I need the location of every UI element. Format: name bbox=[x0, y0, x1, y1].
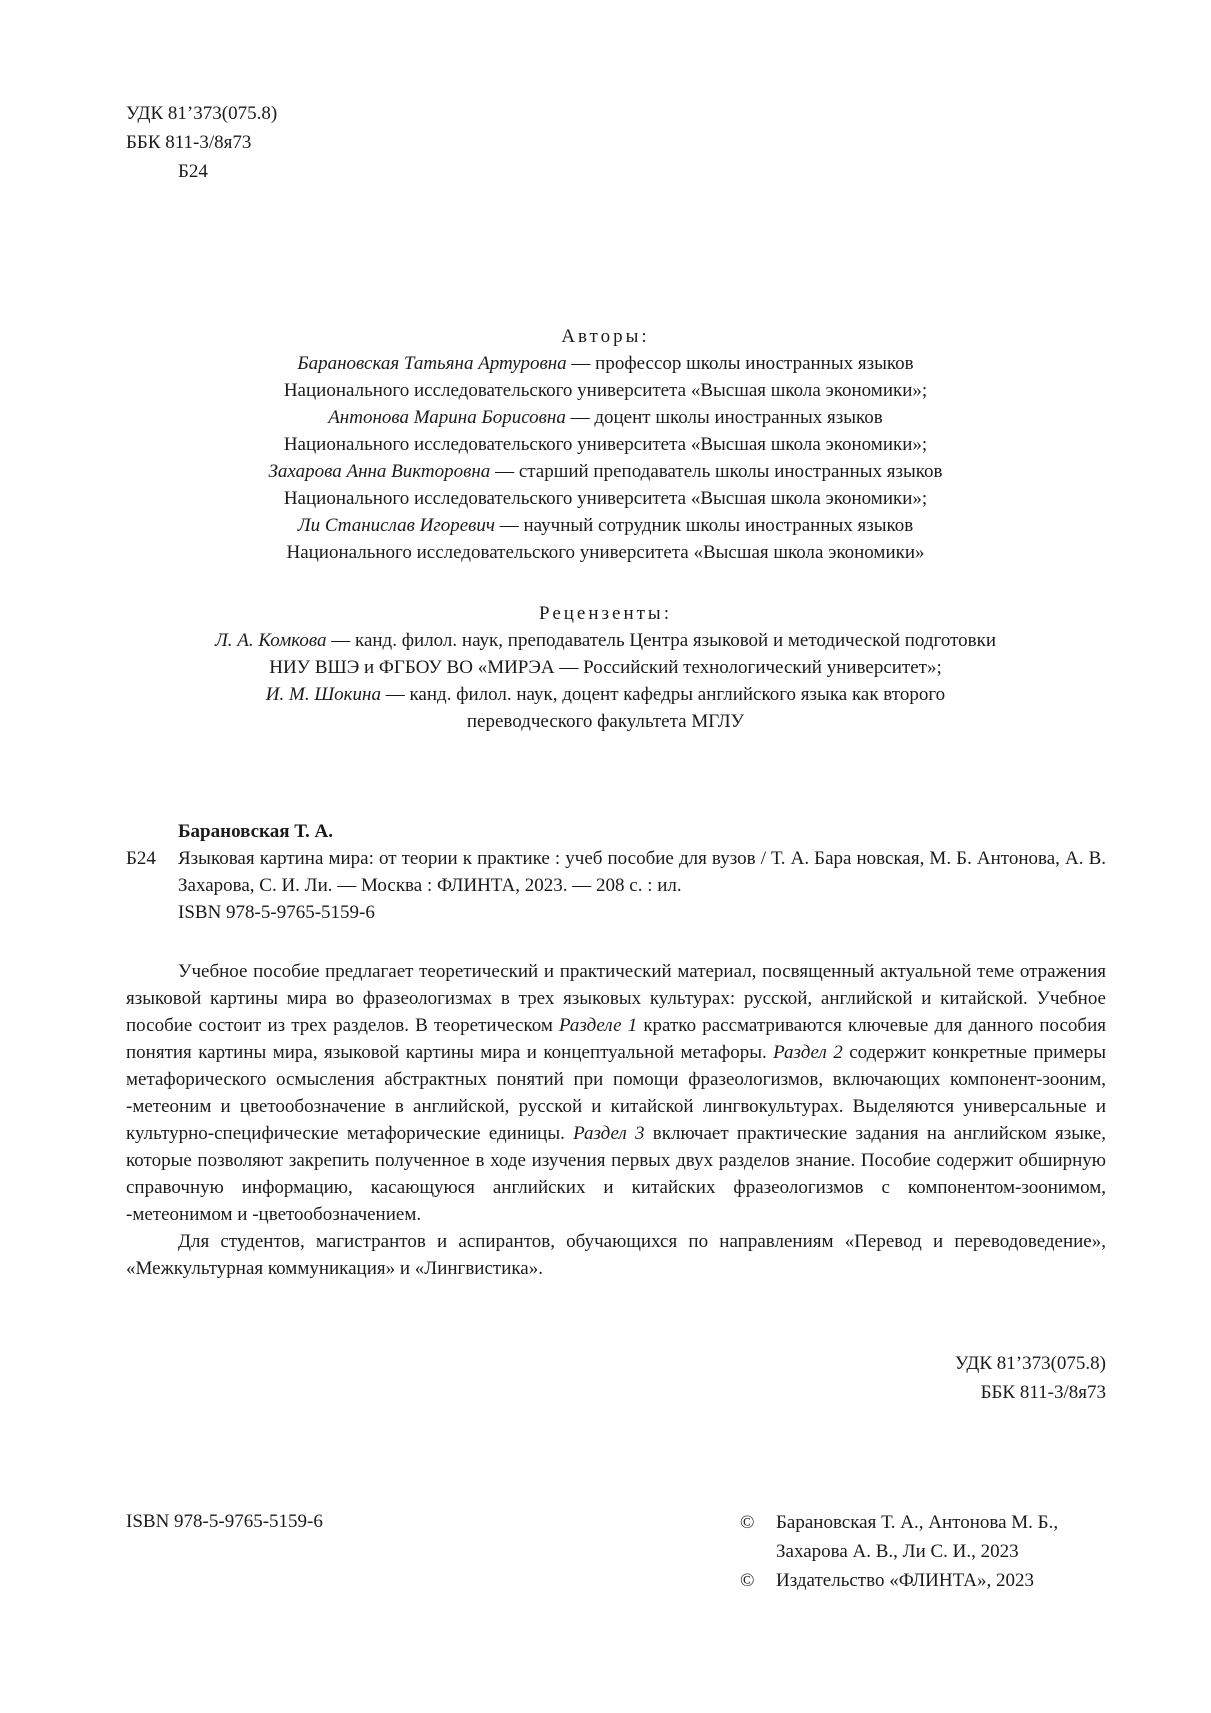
annotation-emphasis: Разделе 1 bbox=[559, 1015, 638, 1036]
copyright-line: Захарова А. В., Ли С. И., 2023 bbox=[776, 1541, 1019, 1562]
annotation-emphasis: Раздел 3 bbox=[573, 1123, 645, 1144]
copyright-publisher bbox=[740, 1566, 1058, 1595]
annotation-emphasis: Раздел 2 bbox=[773, 1042, 843, 1063]
author-line bbox=[0, 350, 1211, 377]
author-role: — старший преподаватель школы иностранных языков bbox=[490, 461, 943, 482]
catalog-author: Барановская Т. А. bbox=[178, 821, 333, 842]
reviewers-section bbox=[0, 600, 1211, 735]
annotation-text: содержит конкретные примеры метафорического осмысления абстрактных понятий при помощи фразеологизмов, включающих компонент-зооним, -метеоним и цветообозначение в английской, русской и китайской лингвокультурах. Выделяются универсальные и культурно-специфические метафорические единицы. bbox=[126, 1042, 1106, 1144]
author-line bbox=[0, 404, 1211, 431]
udk-code: УДК 81’373(075.8) bbox=[126, 103, 278, 124]
catalog-row bbox=[126, 845, 1106, 926]
annotation-text: кратко рассматриваются ключевые для данного пособия понятия картины мира, языковой картины мира и концептуальной метафоры. bbox=[126, 1015, 1106, 1063]
bbk-code: ББК 811-3/8я73 bbox=[126, 132, 252, 153]
reviewer-role: — канд. филол. наук, доцент кафедры английского языка как второго bbox=[380, 684, 946, 705]
reviewers-heading: Рецензенты: bbox=[539, 603, 672, 624]
copyright-icon: © bbox=[740, 1570, 755, 1591]
authors-heading: Авторы: bbox=[561, 326, 650, 347]
author-name: Барановская Татьяна Артуровна bbox=[297, 353, 567, 374]
copyright-block bbox=[740, 1508, 1058, 1595]
catalog-code: Б24 bbox=[126, 848, 156, 869]
reviewer-role: — канд. филол. наук, преподаватель Центра языковой и методической подготовки bbox=[326, 630, 997, 651]
copyright-line: Барановская Т. А., Антонова М. Б., bbox=[776, 1512, 1059, 1533]
isbn: ISBN 978-5-9765-5159-6 bbox=[126, 1511, 323, 1532]
reviewer-affiliation: переводческого факультета МГЛУ bbox=[466, 711, 745, 732]
author-affiliation: Национального исследовательского университета «Высшая школа экономики»; bbox=[283, 434, 928, 455]
udk-code: УДК 81’373(075.8) bbox=[954, 1353, 1106, 1374]
annotation bbox=[126, 958, 1106, 1282]
author-line bbox=[0, 512, 1211, 539]
copyright-authors bbox=[740, 1508, 1058, 1566]
catalog-entry bbox=[126, 818, 1106, 926]
reviewer-name: И. М. Шокина bbox=[265, 684, 381, 705]
bbk-code: ББК 811-3/8я73 bbox=[980, 1382, 1106, 1403]
author-name: Ли Станислав Игоревич bbox=[297, 515, 495, 536]
reviewer-line bbox=[0, 627, 1211, 654]
author-affiliation: Национального исследовательского университета «Высшая школа экономики»; bbox=[283, 380, 928, 401]
reviewer-line bbox=[0, 681, 1211, 708]
authors-section bbox=[0, 323, 1211, 566]
copyright-line: Издательство «ФЛИНТА», 2023 bbox=[776, 1570, 1034, 1591]
author-role: — доцент школы иностранных языков bbox=[565, 407, 883, 428]
annotation-audience: Для студентов, магистрантов и аспирантов, обучающихся по направлениям «Перевод и переводоведение», «Межкультурная коммуникация» и «Лингвистика». bbox=[126, 1231, 1106, 1279]
author-affiliation: Национального исследовательского университета «Высшая школа экономики»; bbox=[283, 488, 928, 509]
annotation-text: включает практические задания на английском языке, которые позволяют закрепить полученное в ходе изучения первых двух разделов знание. Пособие содержит обширную справочную информацию, касающуюся английских и китайских фразеологизмов с компонентом-зоонимом, -метеонимом и -цветообозначением. bbox=[126, 1123, 1106, 1225]
reviewer-name: Л. А. Комкова bbox=[214, 630, 327, 651]
annotation-paragraph bbox=[126, 958, 1106, 1228]
author-line bbox=[0, 458, 1211, 485]
author-name: Захарова Анна Викторовна bbox=[268, 461, 491, 482]
udk-bbk-footer bbox=[955, 1349, 1106, 1407]
catalog-isbn: ISBN 978-5-9765-5159-6 bbox=[178, 902, 375, 923]
reviewer-affiliation: НИУ ВШЭ и ФГБОУ ВО «МИРЭА — Российский технологический университет»; bbox=[269, 657, 942, 678]
author-mark: Б24 bbox=[178, 161, 208, 182]
author-name: Антонова Марина Борисовна bbox=[328, 407, 566, 428]
copyright-icon: © bbox=[740, 1512, 755, 1533]
udk-bbk-header bbox=[126, 99, 277, 186]
copyright-authors-text bbox=[776, 1508, 1058, 1566]
author-affiliation: Национального исследовательского университета «Высшая школа экономики» bbox=[286, 542, 925, 563]
author-role: — научный сотрудник школы иностранных языков bbox=[495, 515, 914, 536]
catalog-description bbox=[178, 845, 1106, 926]
catalog-title: Языковая картина мира: от теории к практике : учеб пособие для вузов / Т. А. Бара новская, М. Б. Антонова, А. В. Захарова, С. И. Ли. — Москва : ФЛИНТА, 2023. — 208 с. : ил. bbox=[178, 848, 1106, 896]
annotation-text: Учебное пособие предлагает теоретический и практический материал, посвященный актуальной теме отражения языковой картины мира во фразеологизмах в трех языковых культурах: русской, английской и китайской. Учебное пособие состоит из трех разделов. В теоретическом bbox=[126, 961, 1106, 1036]
author-role: — профессор школы иностранных языков bbox=[566, 353, 914, 374]
